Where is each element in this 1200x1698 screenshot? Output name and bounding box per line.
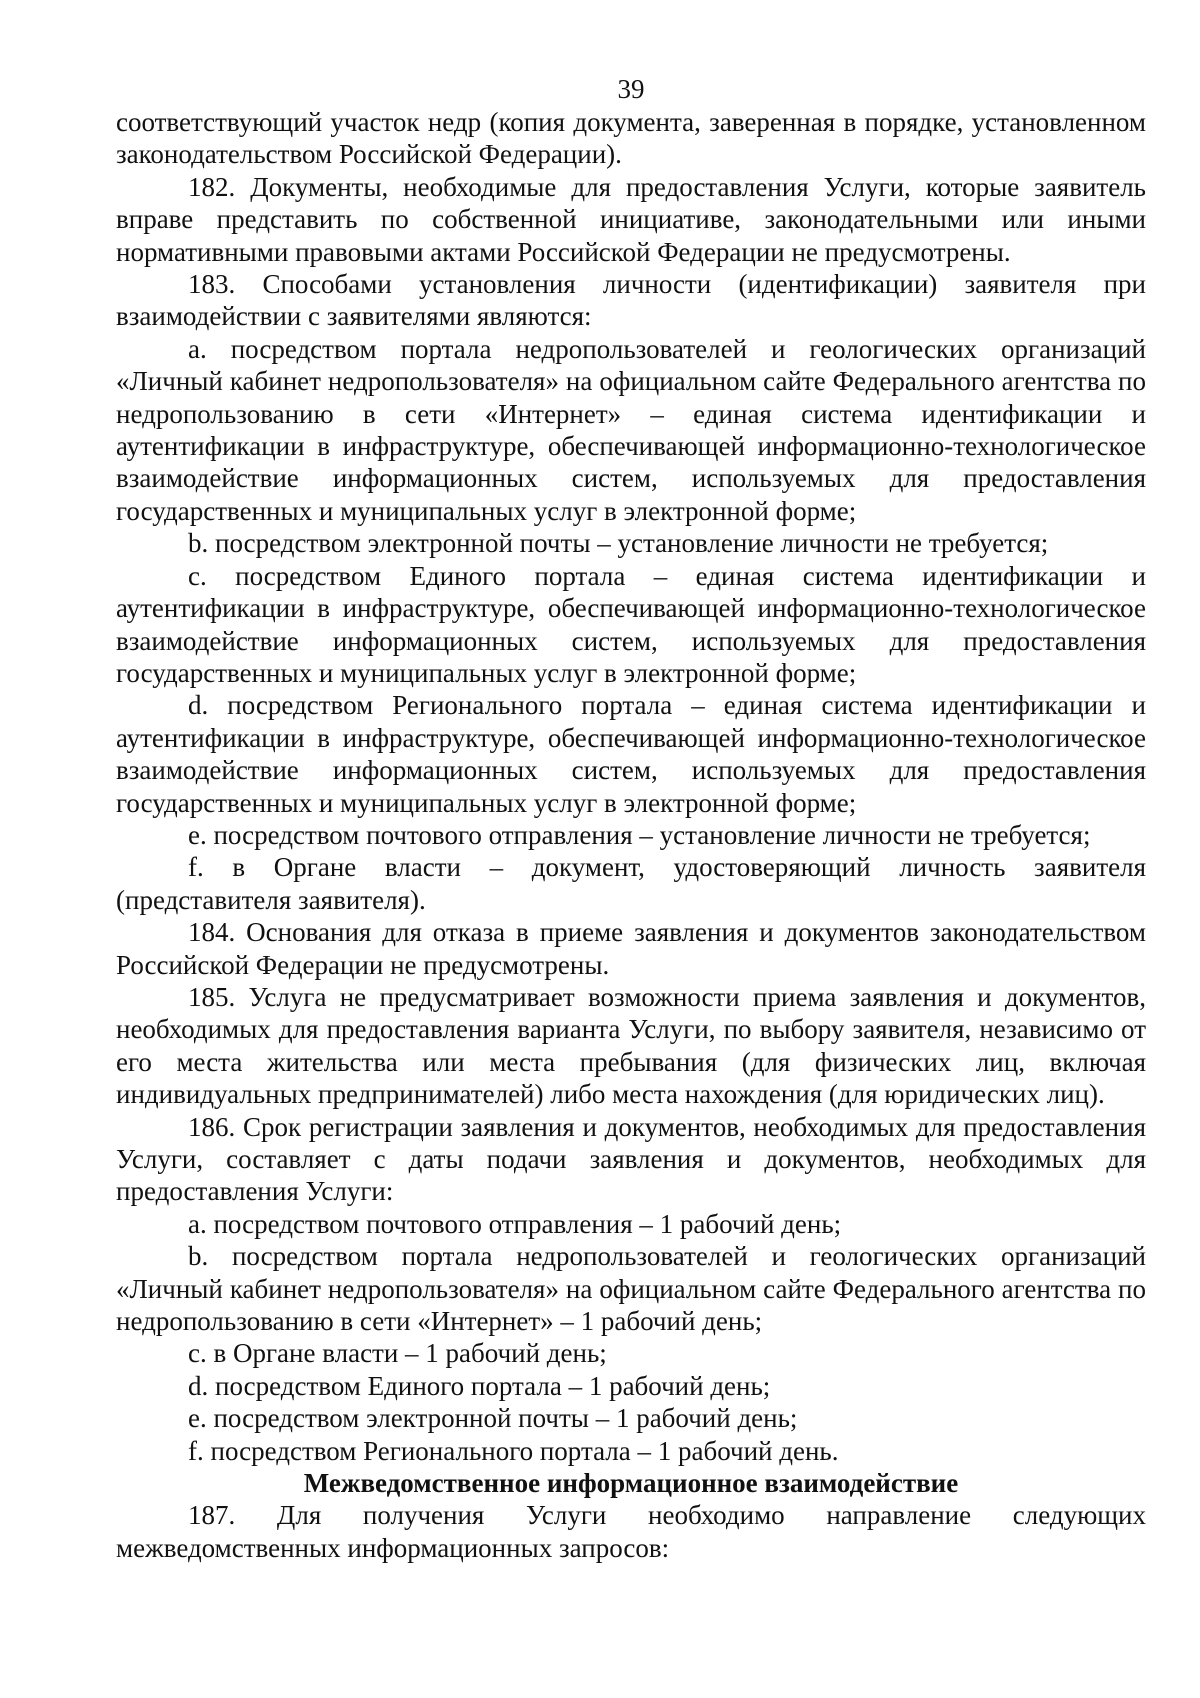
- page-number: 39: [617, 74, 645, 104]
- document-page: [116, 72, 1146, 1564]
- paragraph-183: 183. Способами установления личности (идентификации) заявителя при взаимодействии с заявителями являются:: [116, 269, 1146, 332]
- paragraph-187: 187. Для получения Услуги необходимо направление следующих межведомственных информационных запросов:: [116, 1500, 1146, 1563]
- list-item-183-b: b. посредством электронной почты – установление личности не требуется;: [188, 528, 1049, 559]
- paragraph-182: 182. Документы, необходимые для предоставления Услуги, которые заявитель вправе представить по собственной инициативе, законодательными или иными нормативными правовыми актами Российской Федерации не предусмотрены.: [116, 171, 1146, 267]
- list-item-183-a: a. посредством портала недропользователей и геологических организаций «Личный кабинет недропользователя» на официальном сайте Федерального агентства по недропользованию в сети «Интернет» – единая система идентификации и аутентификации в инфраструктуре, обеспечивающей информационно-технологическое взаимодействие информационных систем, используемых для предоставления государственных и муниципальных услуг в электронной форме;: [116, 333, 1146, 526]
- list-item-183-c: c. посредством Единого портала – единая система идентификации и аутентификации в инфраструктуре, обеспечивающей информационно-технологическое взаимодействие информационных систем, используемых для предоставления государственных и муниципальных услуг в электронной форме;: [116, 560, 1146, 688]
- list-item-183-d: d. посредством Регионального портала – единая система идентификации и аутентификации в инфраструктуре, обеспечивающей информационно-технологическое взаимодействие информационных систем, используемых для предоставления государственных и муниципальных услуг в электронной форме;: [116, 690, 1146, 818]
- list-item-186-c: c. в Органе власти – 1 рабочий день;: [188, 1338, 607, 1369]
- list-item-186-b: b. посредством портала недропользователей и геологических организаций «Личный кабинет недропользователя» на официальном сайте Федерального агентства по недропользованию в сети «Интернет» – 1 рабочий день;: [116, 1241, 1146, 1337]
- paragraph-continuation: соответствующий участок недр (копия документа, заверенная в порядке, установленном законодательством Российской Федерации).: [116, 107, 1146, 170]
- list-item-186-e: e. посредством электронной почты – 1 рабочий день;: [188, 1403, 798, 1434]
- paragraph-184: 184. Основания для отказа в приеме заявления и документов законодательством Российской Федерации не предусмотрены.: [116, 917, 1146, 980]
- list-item-183-e: e. посредством почтового отправления – установление личности не требуется;: [188, 819, 1091, 850]
- paragraph-185: 185. Услуга не предусматривает возможности приема заявления и документов, необходимых для предоставления варианта Услуги, по выбору заявителя, независимо от его места жительства или места пребывания (для физических лиц, включая индивидуальных предпринимателей) либо места нахождения (для юридических лиц).: [116, 981, 1146, 1110]
- list-item-186-a: a. посредством почтового отправления – 1 рабочий день;: [188, 1208, 842, 1239]
- list-item-186-f: f. посредством Регионального портала – 1 рабочий день.: [188, 1435, 839, 1466]
- section-heading: Межведомственное информационное взаимодействие: [303, 1468, 959, 1499]
- list-item-186-d: d. посредством Единого портала – 1 рабочий день;: [188, 1370, 771, 1401]
- list-item-183-f: f. в Органе власти – документ, удостоверяющий личность заявителя (представителя заявителя).: [116, 852, 1146, 915]
- paragraph-186: 186. Срок регистрации заявления и документов, необходимых для предоставления Услуги, составляет с даты подачи заявления и документов, необходимых для предоставления Услуги:: [116, 1111, 1146, 1207]
